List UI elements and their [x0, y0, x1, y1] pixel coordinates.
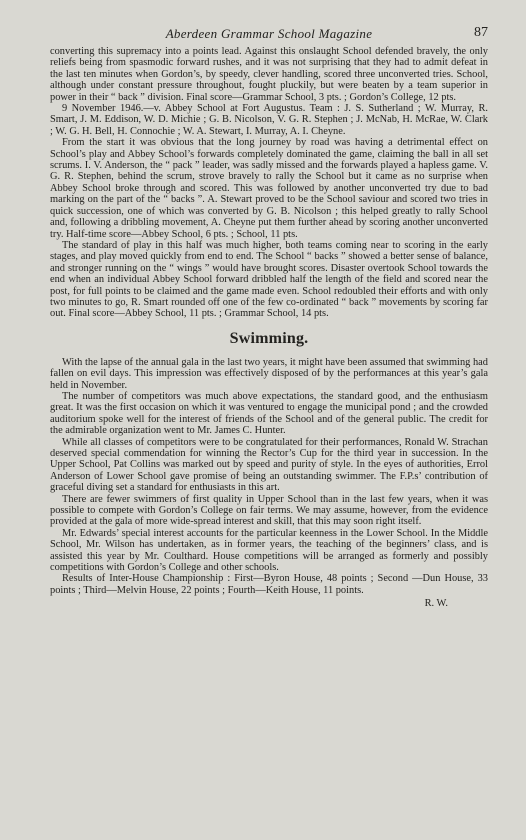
page-number: 87 — [474, 25, 488, 40]
running-header — [50, 24, 488, 46]
paragraph: There are fewer swimmers of first quality in Upper School than in the last few years, when it was possible to compete with Gordon’s College on fair terms. We may assume, however, from the evidence provided at the gala of more wide-spread interest and skill, that this may soon right itself. — [50, 493, 488, 528]
paragraph: The standard of play in this half was much higher, both teams coming near to scoring in the early stages, and play moved quickly from end to end. The School “ backs ” showed a better sense of balance, and stronger running on the “ wings ” would have brought scores. Disaster overtook School towards the end when an individual Abbey School forward dribbled half the length of the field and scored near the post, for full points to be claimed and the game made even. School redoubled their efforts and with only two minutes to go, R. Smart rounded off one of the few co-ordinated “ back ” movements by scoring far out. Final score—Abbey School, 11 pts. ; Grammar School, 14 pts. — [50, 239, 488, 320]
paragraph: While all classes of competitors were to be congratulated for their performances, Ronald W. Strachan deserved special commendation for winning the Rector’s Cup for the third year in succession. In the Upper School, Pat Collins was marked out by speed and purity of style. In the eyes of authorities, Errol Anderson of Lower School gave promise of being an outstanding swimmer. The F.P.s’ contribution of graceful diving set a standard for enthusiasts in this art. — [50, 436, 488, 494]
running-title: Aberdeen Grammar School Magazine — [165, 26, 373, 41]
section-heading: Swimming. — [229, 329, 309, 347]
author-signoff: R. W. — [424, 598, 448, 610]
rugby-report — [50, 46, 488, 320]
paragraph: 9 November 1946.—v. Abbey School at Fort Augustus. Team : J. S. Sutherland ; W. Murray, R. Smart, J. M. Eddison, W. D. Michie ; G. B. Nicolson, V. G. R. Stephen ; J. McNab, H. McRae, W. Clark ; W. G. H. Bell, H. Connochie ; W. A. Stewart, I. Murray, A. I. Cheyne. — [50, 103, 488, 137]
paragraph: Results of Inter-House Championship : First—Byron House, 48 points ; Second —Dun House, 33 points ; Third—Melvin House, 22 points ; Fourth—Keith House, 11 points. — [50, 573, 488, 596]
paragraph: converting this supremacy into a points lead. Against this onslaught School defended bravely, the only reliefs being from spasmodic forward rushes, and it was not surprising that they had to admit defeat in the last ten minutes when Gordon’s, by speedy, clever handling, scored three unconverted tries. School, although under constant pressure throughout, fought pluckily, but were beaten by a team superior in power in their “ back ” division. Final score—Grammar School, 3 pts. ; Gordon’s College, 12 pts. — [50, 46, 488, 103]
paragraph: From the start it was obvious that the long journey by road was having a detrimental effect on School’s play and Abbey School’s forwards completely dominated the game, claiming the ball in all set scrums. I. V. Anderson, the “ pack ” leader, was sadly missed and the forwards played a hapless game. V. G. R. Stephen, behind the scrum, strove bravely to rally the School but it came as no surprise when Abbey School broke through and scored. This was followed by another unconverted try due to bad marking on the part of the “ backs ”. A. Stewart proved to be the School saviour and scored two tries in quick succession, one of which was converted by G. B. Nicolson ; this helped greatly to rally School and, following a dribbling movement, A. Cheyne put them further ahead by scoring another unconverted try. Half-time score—Abbey School, 6 pts. ; School, 11 pts. — [50, 137, 488, 240]
swimming-report — [50, 357, 488, 597]
paragraph: Mr. Edwards’ special interest accounts for the particular keenness in the Lower School. In the Middle School, Mr. Wilson has undertaken, as in former years, the teaching of the beginners’ class, and is assisted this year by Mr. Coulthard. House competitions will be arranged as formerly and possibly competitions with Gordon’s College and other schools. — [50, 527, 488, 574]
paragraph: The number of competitors was much above expectations, the standard good, and the enthusiasm great. It was the first occasion on which it was ventured to engage the municipal pond ; and the crowded auditorium spoke well for the interest of friends of the School and of the general public. The credit for the admirable organization went to Mr. James C. Hunter. — [50, 390, 488, 437]
paragraph: With the lapse of the annual gala in the last two years, it might have been assumed that swimming had fallen on evil days. This impression was effectively disposed of by the performances at this year’s gala held in November. — [50, 356, 488, 391]
